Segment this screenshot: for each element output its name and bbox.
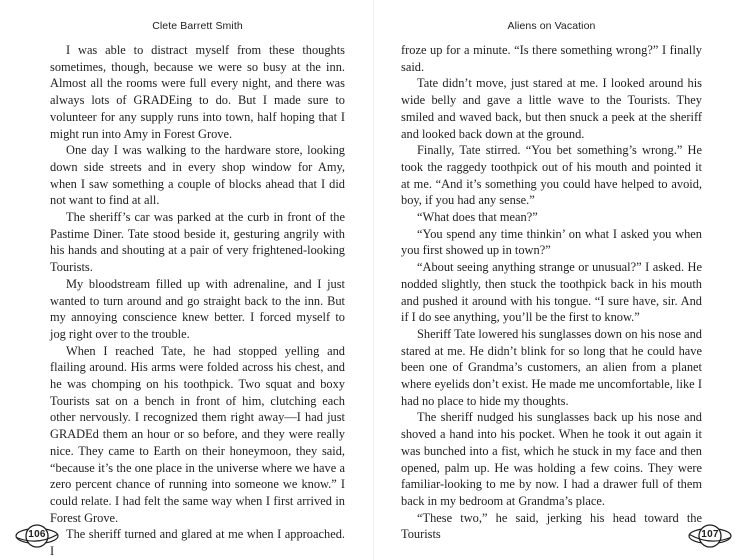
paragraph: Tate didn’t move, just stared at me. I looked around his wide belly and gave a little wave to the Tourists. They smiled and waved back, but then snuck a peek at the sheriff and looked back down at the ground. (401, 76, 702, 141)
page-number: 106 (28, 529, 46, 540)
left-page-body (50, 42, 345, 560)
right-page-body (401, 42, 702, 543)
paragraph: Finally, Tate stirred. “You bet something’s wrong.” He took the raggedy toothpick out of his mouth and pointed it at me. “And it’s something you could have helped to avoid, boy, if you had any sense.” (401, 143, 702, 208)
paragraph: The sheriff nudged his sunglasses back up his nose and shoved a hand into his pocket. When he took it out again it was bunched into a fist, which he stuck in my face and then opened, palm up. He was holding a few coins. They were familiar-looking to me by now. I had a drawer full of them back in my bedroom at Grandma’s place. (401, 410, 702, 508)
paragraph: Sheriff Tate lowered his sunglasses down on his nose and stared at me. He didn’t blink for so long that he could have been one of Grandma’s customers, an alien from a planet where eyelids don’t exist. He made me uncomfortable, like I had no place to hide my thoughts. (401, 326, 702, 408)
paragraph: “These two,” he said, jerking his head toward the Tourists (401, 510, 702, 542)
paragraph: My bloodstream filled up with adrenaline, and I just wanted to turn around and go straight back to the inn. But my annoying conscience knew better. I forced myself to jog right over to the trouble. (50, 276, 345, 341)
paragraph: The sheriff’s car was parked at the curb in front of the Pastime Diner. Tate stood beside it, gesturing angrily with his hands and shouting at a pair of very frightened-looking Tourists. (50, 210, 345, 275)
left-page (0, 0, 373, 560)
paragraph: froze up for a minute. “Is there something wrong?” I finally said. (401, 43, 702, 74)
planet-folio-badge (14, 524, 60, 548)
paragraph: “What does that mean?” (417, 210, 538, 225)
running-head-author: Clete Barrett Smith (152, 20, 243, 32)
page-number: 107 (701, 529, 719, 540)
paragraph: I was able to distract myself from these thoughts sometimes, though, because we were so busy at the inn. Almost all the rooms were full every night, and there was always lots of GRADEing to do. But I made sure to volunteer for any supply runs into town, half hoping that I might run into Amy in Forest Grove. (50, 43, 345, 141)
paragraph: “You spend any time thinkin’ on what I asked you when you first showed up in town?” (401, 226, 702, 258)
paragraph: The sheriff turned and glared at me when I approached. I (50, 527, 345, 559)
page-number-right (687, 524, 733, 548)
paragraph: “About seeing anything strange or unusual?” I asked. He nodded slightly, then stuck the toothpick back in his mouth and pushed it around with his tongue. “I sure have, sir. And if I do see anything, you’ll be the first to know.” (401, 260, 702, 325)
right-page (374, 0, 747, 560)
paragraph: One day I was walking to the hardware store, looking down side streets and in every shop window for Amy, when I saw something a couple of blocks ahead that I did not want to find at all. (50, 143, 345, 208)
paragraph: When I reached Tate, he had stopped yelling and flailing around. His arms were folded across his chest, and he was chomping on his toothpick. Two squat and boxy Tourists sat on a bench in front of him, clutching each other nervously. I recognized them right away—I had just GRADEd them an hour or so before, and they were really nice. They came to Earth on their honeymoon, they said, “because it’s the one place in the universe where we have a zero percent chance of running into someone we know.” I could relate. I had felt the same way when I first arrived in Forest Grove. (50, 343, 345, 525)
page-number-left (14, 524, 60, 548)
planet-folio-badge (687, 524, 733, 548)
running-head-title: Aliens on Vacation (507, 20, 596, 32)
